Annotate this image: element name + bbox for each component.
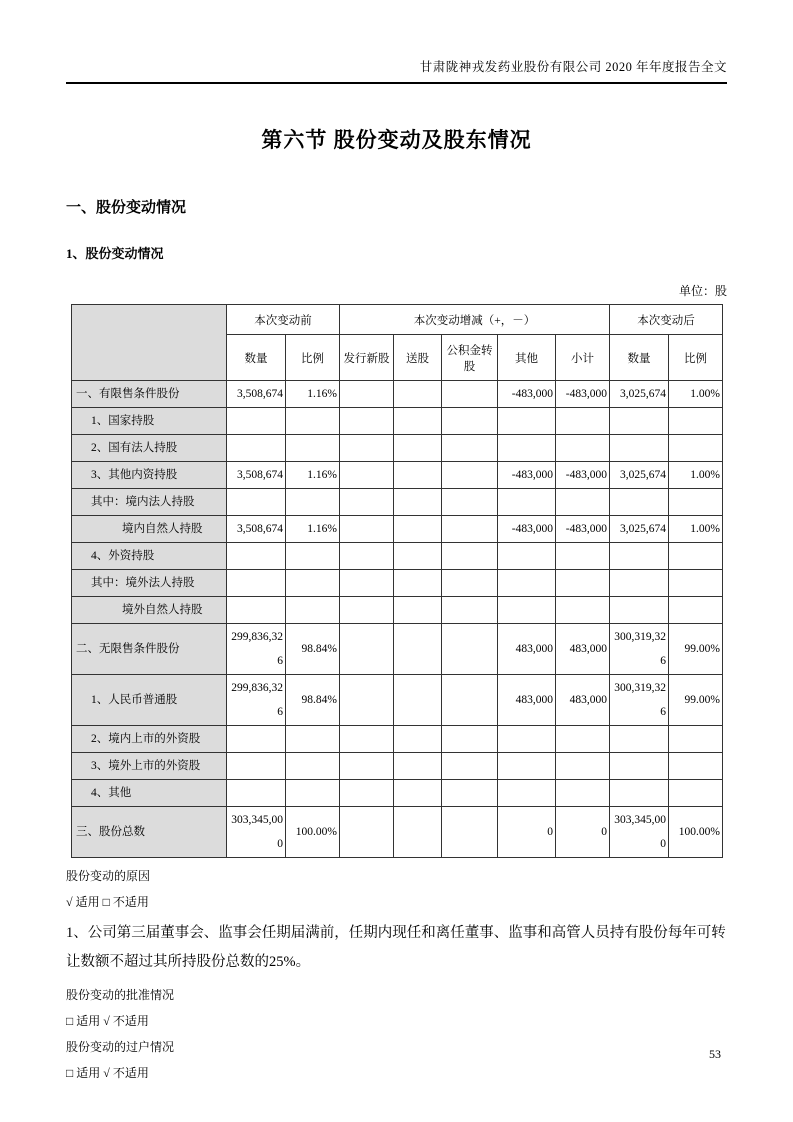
- table-cell: [394, 381, 442, 408]
- table-cell: 0: [556, 807, 610, 858]
- table-cell: [286, 408, 340, 435]
- table-cell: 3,025,674: [610, 381, 669, 408]
- table-cell: [442, 435, 498, 462]
- table-cell: [286, 726, 340, 753]
- table-cell: [340, 489, 394, 516]
- table-cell: [498, 489, 556, 516]
- table-cell: 1.00%: [669, 381, 723, 408]
- table-cell: 483,000: [498, 675, 556, 726]
- table-cell: [556, 780, 610, 807]
- page-title: 第六节 股份变动及股东情况: [261, 128, 532, 152]
- table-cell: [669, 780, 723, 807]
- table-cell: [394, 543, 442, 570]
- table-cell: 303,345,000: [610, 807, 669, 858]
- table-cell: 303,345,000: [227, 807, 286, 858]
- table-cell: [227, 726, 286, 753]
- table-cell: 100.00%: [286, 807, 340, 858]
- table-cell: 1.16%: [286, 462, 340, 489]
- table-cell: -483,000: [498, 381, 556, 408]
- page-number: 53: [709, 1047, 721, 1061]
- table-cell: 483,000: [556, 675, 610, 726]
- approval-label: 股份变动的批准情况: [66, 988, 175, 1002]
- table-cell: [340, 780, 394, 807]
- table-cell: [340, 570, 394, 597]
- table-cell: [394, 435, 442, 462]
- table-cell: [556, 435, 610, 462]
- table-cell: [394, 780, 442, 807]
- table-cell: 3,025,674: [610, 462, 669, 489]
- table-body: [72, 381, 723, 858]
- section-heading: 一、股份变动情况: [66, 200, 187, 216]
- row-label: 1、国家持股: [72, 408, 227, 435]
- row-label: 其中：境内法人持股: [72, 489, 227, 516]
- table-cell: [498, 597, 556, 624]
- table-cell: 3,025,674: [610, 516, 669, 543]
- table-cell: [340, 462, 394, 489]
- table-row: [72, 435, 723, 462]
- reason-paragraph: 1、公司第三届董事会、监事会任期届满前，任期内现任和离任董事、监事和高管人员持有股份每年可转让数额不超过其所持股份总数的25%。: [66, 925, 726, 970]
- table-cell: [286, 780, 340, 807]
- table-cell: [340, 807, 394, 858]
- table-cell: 299,836,326: [227, 624, 286, 675]
- table-cell: [227, 435, 286, 462]
- notes-section: [66, 867, 727, 1081]
- table-cell: [227, 408, 286, 435]
- table-head: [72, 305, 723, 381]
- table-cell: -483,000: [556, 516, 610, 543]
- table-cell: [340, 408, 394, 435]
- table-cell: [442, 408, 498, 435]
- row-label: 二、无限售条件股份: [72, 624, 227, 675]
- table-cell: [556, 597, 610, 624]
- table-cell: [394, 489, 442, 516]
- table-cell: [610, 753, 669, 780]
- table-cell: [556, 489, 610, 516]
- table-cell: 100.00%: [669, 807, 723, 858]
- table-row: [72, 675, 723, 726]
- subsection-heading: 1、股份变动情况: [66, 246, 164, 261]
- table-cell: 0: [498, 807, 556, 858]
- table-cell: [669, 543, 723, 570]
- table-cell: 1.16%: [286, 381, 340, 408]
- table-cell: 99.00%: [669, 624, 723, 675]
- column-header: 数量: [227, 335, 286, 381]
- table-cell: [442, 780, 498, 807]
- table-cell: [556, 570, 610, 597]
- row-label: 一、有限售条件股份: [72, 381, 227, 408]
- table-cell: [394, 807, 442, 858]
- table-cell: [286, 753, 340, 780]
- transfer-choice: □ 适用 √ 不适用: [66, 1066, 149, 1080]
- row-label: 境内自然人持股: [72, 516, 227, 543]
- table-cell: 483,000: [556, 624, 610, 675]
- table-cell: [227, 570, 286, 597]
- table-cell: [442, 381, 498, 408]
- table-cell: [340, 543, 394, 570]
- table-cell: [442, 543, 498, 570]
- table-cell: [394, 462, 442, 489]
- table-cell: [669, 435, 723, 462]
- table-cell: [442, 570, 498, 597]
- table-cell: 1.00%: [669, 516, 723, 543]
- table-cell: [286, 570, 340, 597]
- table-cell: [340, 597, 394, 624]
- table-cell: [227, 489, 286, 516]
- table-cell: [442, 807, 498, 858]
- table-row: [72, 381, 723, 408]
- table-row: [72, 408, 723, 435]
- table-cell: [498, 435, 556, 462]
- table-row: [72, 624, 723, 675]
- table-cell: [227, 780, 286, 807]
- table-cell: [669, 489, 723, 516]
- table-row: [72, 753, 723, 780]
- table-cell: [498, 408, 556, 435]
- unit-label: 单位：股: [678, 284, 727, 298]
- table-cell: [610, 435, 669, 462]
- table-cell: -483,000: [556, 381, 610, 408]
- table-cell: [394, 726, 442, 753]
- table-cell: [610, 597, 669, 624]
- table-cell: [610, 726, 669, 753]
- table-cell: [286, 435, 340, 462]
- table-corner-cell: [72, 305, 227, 381]
- table-cell: 3,508,674: [227, 516, 286, 543]
- table-row: [72, 543, 723, 570]
- row-label: 1、人民币普通股: [72, 675, 227, 726]
- page-header: 甘肃陇神戎发药业股份有限公司 2020 年年度报告全文: [66, 57, 727, 84]
- table-cell: 1.00%: [669, 462, 723, 489]
- table-cell: [669, 753, 723, 780]
- table-cell: 299,836,326: [227, 675, 286, 726]
- table-cell: [394, 570, 442, 597]
- table-cell: [442, 675, 498, 726]
- table-cell: 3,508,674: [227, 462, 286, 489]
- table-cell: [669, 726, 723, 753]
- row-label: 3、境外上市的外资股: [72, 753, 227, 780]
- table-cell: 98.84%: [286, 675, 340, 726]
- table-cell: [498, 726, 556, 753]
- column-group-header: 本次变动前: [227, 305, 340, 335]
- table-cell: [394, 597, 442, 624]
- table-cell: [340, 753, 394, 780]
- table-cell: [610, 780, 669, 807]
- table-cell: [227, 753, 286, 780]
- table-cell: [340, 624, 394, 675]
- column-header: 发行新股: [340, 335, 394, 381]
- table-cell: [394, 675, 442, 726]
- table-cell: [442, 726, 498, 753]
- table-cell: [394, 408, 442, 435]
- reason-choice: √ 适用 □ 不适用: [66, 895, 149, 909]
- column-header: 数量: [610, 335, 669, 381]
- row-label: 其中：境外法人持股: [72, 570, 227, 597]
- table-cell: [610, 570, 669, 597]
- column-header: 公积金转股: [442, 335, 498, 381]
- table-cell: [286, 597, 340, 624]
- table-cell: [394, 516, 442, 543]
- table-cell: [340, 675, 394, 726]
- table-cell: [340, 435, 394, 462]
- table-cell: 99.00%: [669, 675, 723, 726]
- transfer-label: 股份变动的过户情况: [66, 1040, 175, 1054]
- row-label: 三、股份总数: [72, 807, 227, 858]
- table-cell: 483,000: [498, 624, 556, 675]
- row-label: 2、国有法人持股: [72, 435, 227, 462]
- table-cell: [442, 516, 498, 543]
- table-cell: [340, 381, 394, 408]
- table-cell: [340, 516, 394, 543]
- row-label: 4、其他: [72, 780, 227, 807]
- table-cell: [394, 624, 442, 675]
- table-cell: 98.84%: [286, 624, 340, 675]
- table-cell: 3,508,674: [227, 381, 286, 408]
- table-row: [72, 726, 723, 753]
- table-cell: -483,000: [498, 462, 556, 489]
- table-cell: [286, 543, 340, 570]
- column-group-header: 本次变动增减（+，－）: [340, 305, 610, 335]
- reason-label: 股份变动的原因: [66, 869, 151, 883]
- table-row: [72, 489, 723, 516]
- table-cell: [442, 753, 498, 780]
- column-group-header: 本次变动后: [610, 305, 723, 335]
- column-header: 其他: [498, 335, 556, 381]
- table-cell: [227, 543, 286, 570]
- table-cell: 1.16%: [286, 516, 340, 543]
- table-row: [72, 516, 723, 543]
- table-cell: [556, 753, 610, 780]
- row-label: 境外自然人持股: [72, 597, 227, 624]
- column-header: 送股: [394, 335, 442, 381]
- table-cell: [498, 543, 556, 570]
- table-cell: [610, 543, 669, 570]
- table-row: [72, 570, 723, 597]
- table-cell: -483,000: [556, 462, 610, 489]
- table-cell: [498, 753, 556, 780]
- table-row: [72, 597, 723, 624]
- table-row: [72, 807, 723, 858]
- table-cell: [610, 489, 669, 516]
- column-header: 比例: [286, 335, 340, 381]
- table-cell: [442, 489, 498, 516]
- table-cell: [442, 462, 498, 489]
- table-cell: [340, 726, 394, 753]
- table-row: [72, 780, 723, 807]
- column-header: 小计: [556, 335, 610, 381]
- table-cell: [669, 570, 723, 597]
- table-cell: [556, 726, 610, 753]
- table-cell: -483,000: [498, 516, 556, 543]
- table-cell: 300,319,326: [610, 675, 669, 726]
- table-cell: 300,319,326: [610, 624, 669, 675]
- approval-choice: □ 适用 √ 不适用: [66, 1014, 149, 1028]
- row-label: 2、境内上市的外资股: [72, 726, 227, 753]
- table-cell: [610, 408, 669, 435]
- table-cell: [442, 624, 498, 675]
- table-row: [72, 462, 723, 489]
- table-cell: [669, 597, 723, 624]
- table-cell: [556, 543, 610, 570]
- table-cell: [227, 597, 286, 624]
- table-cell: [286, 489, 340, 516]
- table-cell: [498, 780, 556, 807]
- table-cell: [669, 408, 723, 435]
- table-cell: [556, 408, 610, 435]
- row-label: 4、外资持股: [72, 543, 227, 570]
- column-header: 比例: [669, 335, 723, 381]
- table-cell: [498, 570, 556, 597]
- share-change-table: [71, 304, 723, 858]
- table-cell: [442, 597, 498, 624]
- row-label: 3、其他内资持股: [72, 462, 227, 489]
- table-cell: [394, 753, 442, 780]
